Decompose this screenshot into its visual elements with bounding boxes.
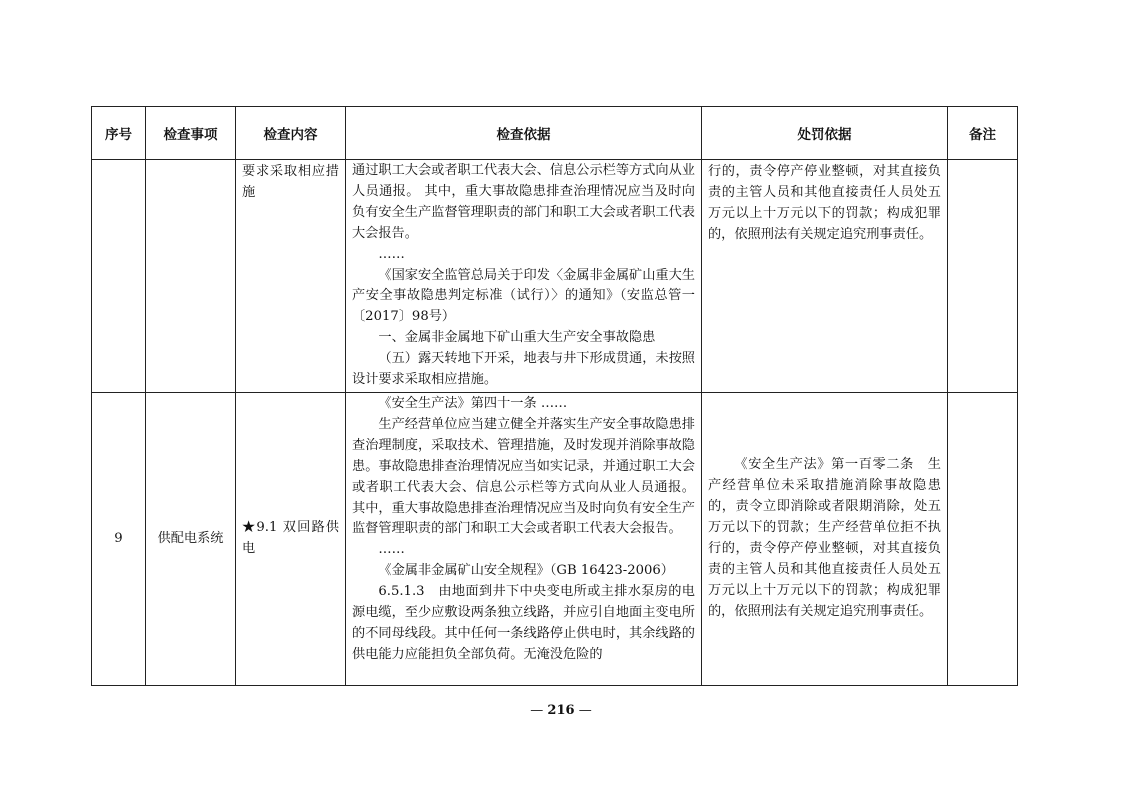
- serial-number-cell: [92, 160, 146, 393]
- header-row: [92, 107, 1018, 160]
- basis-paragraph: 《金属非金属矿山安全规程》（GB 16423-2006）: [378, 563, 674, 579]
- basis-paragraph: 6.5.1.3 由地面到井下中央变电所或主排水泵房的电源电缆，至少应敷设两条独立线路，并应引自地面主变电所的不同母线段。其中任何一条线路停止供电时，其余线路的供电能力应能担负全部负荷。无淹没危险的: [352, 584, 695, 662]
- remark-cell: [948, 392, 1018, 685]
- basis-paragraph: 通过职工大会或者职工代表大会、信息公示栏等方式向从业人员通报。 其中，重大事故隐患排查治理情况应当及时向负有安全生产监督管理职责的部门和职工大会或者职工代表大会报告。: [352, 163, 695, 241]
- footer-dash-left: —: [530, 703, 548, 718]
- inspection-item-cell: [146, 160, 236, 393]
- footer-dash-right: —: [574, 703, 592, 718]
- basis-paragraph: （五）露天转地下开采，地表与井下形成贯通，未按照设计要求采取相应措施。: [352, 351, 695, 388]
- header-remark: 备注: [948, 107, 1018, 160]
- table-row: [92, 160, 1018, 393]
- header-inspection-content: 检查内容: [236, 107, 346, 160]
- inspection-content-cell: 要求采取相应措施: [236, 160, 346, 393]
- inspection-content-cell: ★9.1 双回路供电: [236, 392, 346, 685]
- page-number: 216: [547, 703, 575, 718]
- inspection-item-cell: 供配电系统: [146, 392, 236, 685]
- header-inspection-item: 检查事项: [146, 107, 236, 160]
- header-serial-number: 序号: [92, 107, 146, 160]
- penalty-basis-cell: 行的，责令停产停业整顿，对其直接负责的主管人员和其他直接责任人员处五万元以上十万元以下的罚款；构成犯罪的，依照刑法有关规定追究刑事责任。: [702, 160, 948, 393]
- inspection-table: [91, 106, 1018, 686]
- header-inspection-basis: 检查依据: [346, 107, 702, 160]
- header-penalty-basis: 处罚依据: [702, 107, 948, 160]
- basis-paragraph: 《安全生产法》第四十一条 ……: [378, 395, 568, 411]
- penalty-basis-cell: 《安全生产法》第一百零二条 生产经营单位未采取措施消除事故隐患的，责令立即消除或者限期消除，处五万元以下的罚款；生产经营单位拒不执行的，责令停产停业整顿，对其直接负责的主管人员和其他直接责任人员处五万元以上十万元以下的罚款；构成犯罪的，依照刑法有关规定追究刑事责任。: [702, 392, 948, 685]
- basis-ellipsis: ……: [378, 246, 405, 262]
- inspection-basis-cell: [346, 392, 702, 685]
- basis-paragraph: 生产经营单位应当建立健全并落实生产安全事故隐患排查治理制度，采取技术、管理措施，及时发现并消除事故隐患。事故隐患排查治理情况应当如实记录，并通过职工大会或者职工代表大会、信息公示栏等方式向从业人员通报。 其中，重大事故隐患排查治理情况应当及时向负有安全生产监督管理职责的部门和职工大会或者职工代表大会报告。: [352, 416, 695, 537]
- serial-number-cell: 9: [92, 392, 146, 685]
- basis-paragraph: 《国家安全监管总局关于印发〈金属非金属矿山重大生产安全事故隐患判定标准（试行）〉的通知》（安监总管一〔2017〕98号）: [352, 267, 695, 325]
- table-row: [92, 392, 1018, 685]
- basis-paragraph: 一、金属非金属地下矿山重大生产安全事故隐患: [378, 330, 656, 346]
- page-footer: [0, 703, 1122, 718]
- inspection-basis-cell: [346, 160, 702, 393]
- remark-cell: [948, 160, 1018, 393]
- basis-ellipsis: ……: [378, 542, 405, 558]
